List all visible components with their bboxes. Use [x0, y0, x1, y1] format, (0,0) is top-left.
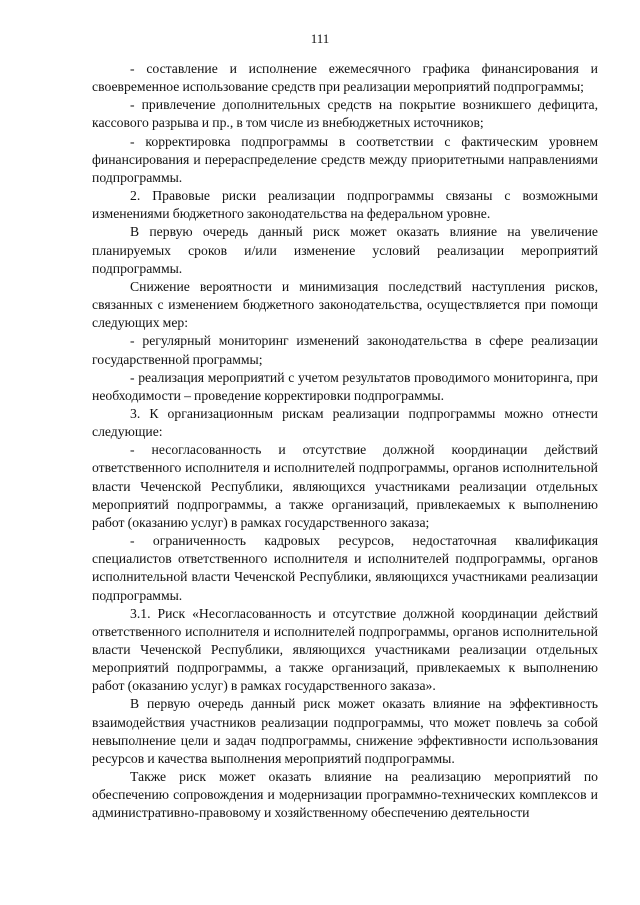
paragraph-legal-risks: 2. Правовые риски реализации подпрограммы связаны с возможными изменениями бюджетного законодательства на федеральном уровне.: [92, 188, 598, 222]
paragraph-risk-reduction: Снижение вероятности и минимизация последствий наступления рисков, связанных с изменением бюджетного законодательства, осуществляется при помощи следующих мер:: [92, 278, 598, 331]
paragraph-risk-3-1-impact: В первую очередь данный риск может оказать влияние на эффективность взаимодействия участников реализации подпрограммы, что может повлечь за собой невыполнение цели и задач подпрограммы, снижение эффективности использования ресурсов и качества выполнения мероприятий подпрограммы.: [92, 696, 598, 766]
paragraph-bullet-adjustment: - корректировка подпрограммы в соответствии с фактическим уровнем финансирования и перераспределение средств между приоритетными направлениями подпрограммы.: [92, 133, 598, 185]
paragraph-bullet-financing-schedule: - составление и исполнение ежемесячного графика финансирования и своевременное использование средств при реализации мероприятий подпрограммы;: [92, 61, 598, 95]
paragraph-risk-3-1-also: Также риск может оказать влияние на реализацию мероприятий по обеспечению сопровождения и модернизации программно-технических комплексов и административно-правовому и хозяйственному обеспечению деятельности: [92, 769, 598, 821]
paragraph-legal-risk-impact: В первую очередь данный риск может оказать влияние на увеличение планируемых сроков и/или изменение условий реализации мероприятий подпрограммы.: [92, 224, 598, 276]
document-body: [92, 60, 598, 823]
paragraph-organizational-risks: 3. К организационным рискам реализации подпрограммы можно отнести следующие:: [92, 405, 598, 440]
paragraph-bullet-coordination: - несогласованность и отсутствие должной координации действий ответственного исполнителя и исполнителей подпрограммы, органов исполнительной власти Чеченской Республики, являющихся участниками реализации отдельных мероприятий подпрограммы, а также организаций, привлекаемых к выполнению работ (оказанию услуг) в рамках государственного заказа;: [92, 442, 598, 530]
paragraph-bullet-implementation: - реализация мероприятий с учетом результатов проводимого мониторинга, при необходимости – проведение корректировки подпрограммы.: [92, 369, 598, 403]
paragraph-bullet-monitoring: - регулярный мониторинг изменений законодательства в сфере реализации государственной программы;: [92, 333, 598, 367]
paragraph-bullet-personnel: - ограниченность кадровых ресурсов, недостаточная квалификация специалистов ответственного исполнителя и исполнителей подпрограммы, органов исполнительной власти Чеченской Республики, являющихся участниками реализации подпрограммы.: [92, 533, 598, 603]
page-number: 111: [310, 31, 330, 46]
paragraph-risk-3-1: 3.1. Риск «Несогласованность и отсутствие должной координации действий ответственного исполнителя и исполнителей подпрограммы, органов исполнительной власти Чеченской Республики, являющихся участниками реализации отдельных мероприятий подпрограммы, а также организаций, привлекаемых к выполнению работ (оказанию услуг) в рамках государственного заказа».: [92, 605, 598, 694]
paragraph-bullet-additional-funds: - привлечение дополнительных средств на покрытие возникшего дефицита, кассового разрыва и пр., в том числе из внебюджетных источников;: [92, 97, 598, 131]
